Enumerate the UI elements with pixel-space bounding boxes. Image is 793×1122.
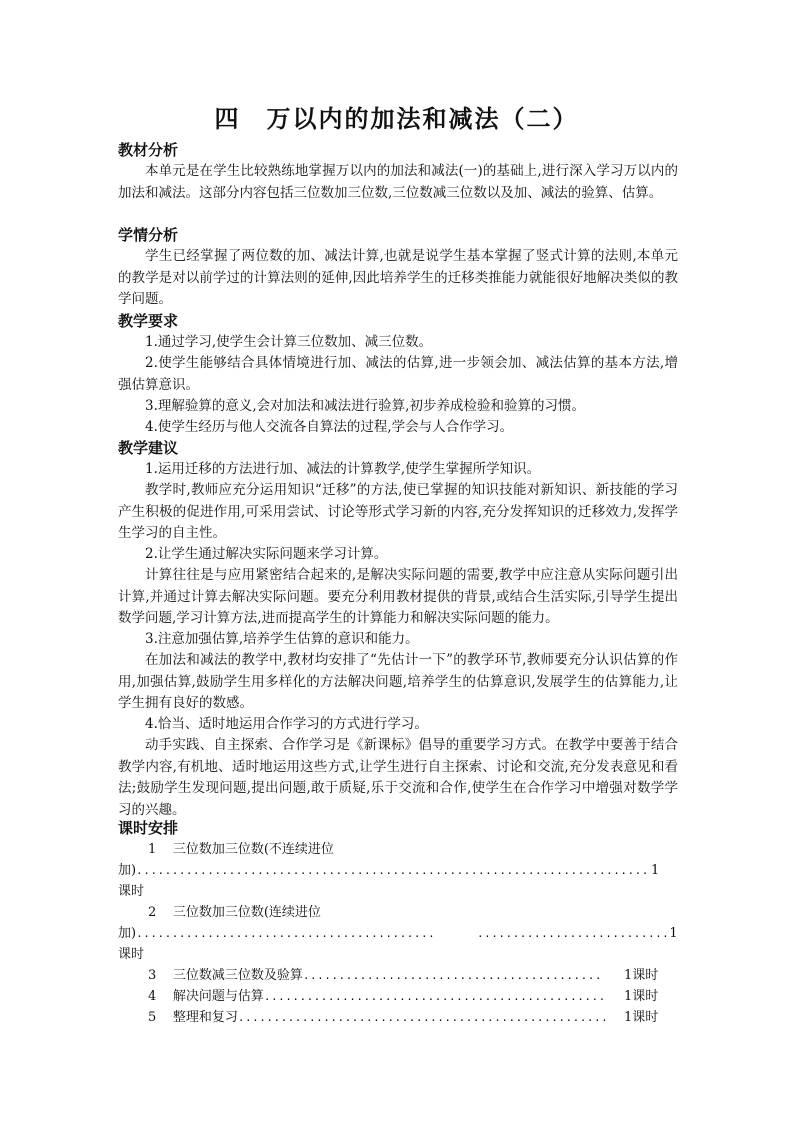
toc-hours: 1: [669, 926, 678, 941]
suggestion-paragraph: 在加法和减法的教学中,教材均安排了“先估计一下”的教学环节,教师要充分认识估算的作用,加强估算,鼓励学生用多样化的方法解决问题,培养学生的估算意识,发展学生的估算能力,让学生拥有良好的数感。: [118, 652, 678, 711]
toc-entry-3: [148, 966, 602, 986]
toc-unit: 课时: [118, 884, 145, 899]
toc-entry-2: [148, 903, 321, 923]
suggestion-paragraph: 3.注意加强估算,培养学生估算的意识和能力。: [145, 631, 419, 647]
heading-teaching-suggestions: 教学建议: [118, 439, 179, 457]
page-title: 四 万以内的加法和减法（二）: [214, 104, 579, 133]
heading-class-schedule: 课时安排: [118, 819, 179, 837]
paragraph-student-analysis: 学生已经掌握了两位数的加、减法计算,也就是说学生基本掌握了竖式计算的法则,本单元的教学是对以前学过的计算法则的延伸,因此培养学生的迁移类推能力就能很好地解决类似的教学问题。: [118, 248, 678, 307]
toc-leader-dots: ...........................1: [477, 926, 678, 941]
toc-title: 解决问题与估算: [172, 989, 264, 1004]
suggestion-paragraph: 计算往往是与应用紧密结合起来的,是解决实际问题的需要,教学中应注意从实际问题引出计算,并通过计算去解决实际问题。要充分利用教材提供的背景,或结合生活实际,引导学生提出数学问题,学习计算方法,进而提高学生的计算能力和解决实际问题的能力。: [118, 567, 678, 626]
toc-leader-dots: ..........................................: [302, 969, 602, 982]
heading-textbook-analysis: 教材分析: [118, 141, 179, 159]
toc-entry-1: [148, 840, 334, 860]
heading-student-analysis: 学情分析: [118, 226, 179, 244]
toc-leader-dots: ....................................................: [237, 1011, 609, 1024]
toc-entry-5: [148, 1008, 608, 1028]
list-item: 1.通过学习,使学生会计算三位数加、减三位数。: [145, 334, 433, 350]
toc-title: 三位数减三位数及验算: [172, 968, 303, 983]
suggestion-paragraph: 4.恰当、适时地运用合作学习的方式进行学习。: [145, 716, 428, 732]
toc-entry-2-continued: [118, 924, 435, 944]
toc-number: 2: [148, 905, 157, 920]
toc-hours: 1课时: [624, 989, 659, 1004]
toc-title: 三位数加三位数(连续进位: [172, 905, 321, 920]
toc-hours: 1课时: [624, 1010, 659, 1025]
paragraph-textbook-analysis: 本单元是在学生比较熟练地掌握万以内的加法和减法(一)的基础上,进行深入学习万以内的加法和减法。这部分内容包括三位数加三位数,三位数减三位数以及加、减法的验算、估算。: [118, 163, 678, 201]
list-item: 2.使学生能够结合具体情境进行加、减法的估算,进一步领会加、减法估算的基本方法,增强估算意识。: [118, 355, 678, 393]
toc-number: 1: [148, 842, 157, 857]
heading-teaching-requirements: 教学要求: [118, 312, 179, 330]
list-item: 3.理解验算的意义,会对加法和减法进行验算,初步养成检验和验算的习惯。: [145, 398, 585, 414]
suggestion-paragraph: 教学时,教师应充分运用知识“迁移”的方法,使已掌握的知识技能对新知识、新技能的学习产生积极的促进作用,可采用尝试、讨论等形式学习新的内容,充分发挥知识的迁移效力,发挥学生学习的自主性。: [118, 482, 678, 541]
toc-number: 3: [148, 968, 157, 983]
toc-leader-dots: ..........................................: [136, 927, 436, 940]
suggestion-paragraph: 1.运用迁移的方法进行加、减法的计算教学,使学生掌握所学知识。: [145, 461, 541, 477]
toc-entry-1-continued: [118, 861, 649, 881]
suggestion-paragraph: 2.让学生通过解决实际问题来学习计算。: [145, 546, 388, 562]
toc-title-continued: 加): [118, 926, 137, 941]
toc-leader-dots: ................................................: [263, 990, 606, 1003]
toc-number: 4: [148, 989, 157, 1004]
toc-entry-4: [148, 987, 606, 1007]
toc-hours: 1: [651, 863, 660, 878]
list-item: 4.使学生经历与他人交流各自算法的过程,学会与人合作学习。: [145, 419, 514, 435]
toc-title-continued: 加): [118, 863, 137, 878]
toc-title: 整理和复习: [172, 1010, 238, 1025]
suggestion-paragraph: 动手实践、自主探索、合作学习是《新课标》倡导的重要学习方式。在教学中要善于结合教学内容,有机地、适时地运用这些方式,让学生进行自主探索、讨论和交流,充分发表意见和看法;鼓励学生发现问题,提出问题,敢于质疑,乐于交流和合作,使学生在合作学习中增强对数学学习的兴趣。: [118, 737, 678, 818]
toc-number: 5: [148, 1010, 157, 1025]
toc-hours: 1课时: [624, 968, 659, 983]
toc-title: 三位数加三位数(不连续进位: [172, 842, 334, 857]
toc-leader-dots: ........................................................................: [136, 864, 649, 877]
toc-unit: 课时: [118, 947, 145, 962]
